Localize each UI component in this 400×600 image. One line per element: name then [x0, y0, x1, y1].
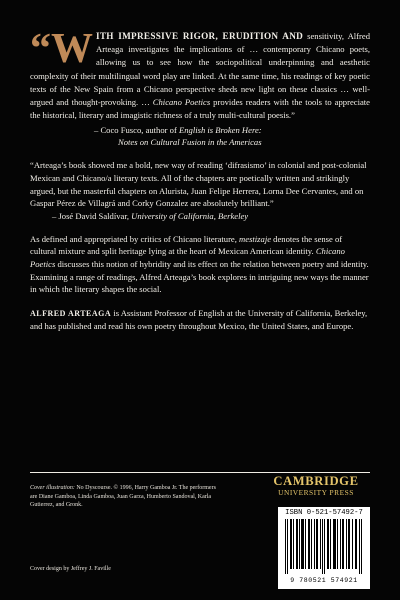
barcode-number: 9 780521 574921 — [290, 577, 358, 584]
barcode-icon — [284, 519, 364, 574]
term-mestizaje: mestizaje — [239, 233, 272, 244]
quote-body-end: provides readers with the tools to appreciate the historical, literary and imagistic richness of a truly multi-cultural poesis.” — [30, 97, 370, 121]
drop-cap-letter: “W — [30, 26, 93, 72]
attribution-book: English is Broken Here: — [178, 125, 262, 136]
book-description: As defined and appropriated by critics of Chicano literature, mestizaje denotes the sense of cultural mixture and split heritage lying at the heart of Mexican American identity. Chicano Poetics discusses this notion of hybridity and its effect on the relation between poetry and identity. Examining a range of readings, Alfred Arteaga’s book explores in intriguing new ways the manner in which the literary shapes the social. — [30, 233, 369, 295]
author-bio: ALFRED ARTEAGA is Assistant Professor of English at the University of California, Berkeley, and has published and read his own poetry throughout Mexico, the United States, and Europe. — [30, 307, 368, 332]
publisher-name-line2: UNIVERSITY PRESS — [278, 488, 354, 497]
quote-book-title: Chicano Poetics — [152, 97, 211, 108]
attribution-name: – José David Saldívar, — [52, 210, 132, 221]
isbn-label: ISBN 0-521-57492-7 — [285, 509, 363, 517]
divider-rule — [30, 472, 370, 473]
quote-body: sensitivity, Alfred Arteaga investigates the implications of … contemporary Chicano poets, allowing us to see how the sociopolitical underpinning and aesthetic complexity of their multilingual word play are linked. At the same time, his readings of key poetic texts of the New Spain from a Chicano perspective sheds new light on these classics … well-argued and thought-provoking. … — [30, 31, 370, 108]
credit-label: Cover illustration: — [30, 485, 75, 491]
publisher-name-line1: CAMBRIDGE — [273, 474, 359, 488]
isbn-barcode — [278, 507, 370, 589]
quote-lead-caps: ITH IMPRESSIVE RIGOR, ERUDITION AND — [96, 31, 304, 41]
author-name: ALFRED ARTEAGA — [30, 308, 112, 318]
attribution-affiliation: University of California, Berkeley — [131, 210, 249, 221]
publisher-logo — [262, 475, 370, 498]
cover-illustration-credit: Cover illustration: No Dyscourse. © 1996, Harry Gamboa Jr. The performers are Diane Gamboa, Linda Gamboa, Juan Garza, Humberto Sandoval, Karla Gutierrez, and Gronk. — [30, 485, 216, 508]
attribution-name: – Coco Fusco, author of — [94, 125, 179, 136]
review-quote-fusco — [30, 26, 370, 122]
attribution-book-subtitle: Notes on Cultural Fusion in the Americas — [118, 137, 262, 148]
cover-design-credit: Cover design by Jeffrey J. Faville — [30, 566, 111, 572]
review-attribution-saldivar — [30, 210, 370, 222]
review-attribution-fusco — [30, 124, 370, 148]
review-quote-saldivar: “Arteaga’s book showed me a bold, new way of reading ‘difrasismo’ in colonial and post-colonial Mexican and Chicano/a literary texts. All of the chapters are poetically written and strikingly argued, but the masterful chapters on Alurista, Juan Felipe Herrera, Lorna Dee Cervantes, and on Gaspar Pérez de Villagrá and Corky Gonzalez are absolutely brilliant.” — [30, 160, 367, 209]
book-title: Chicano Poetics — [30, 246, 345, 269]
text-column — [30, 26, 370, 333]
